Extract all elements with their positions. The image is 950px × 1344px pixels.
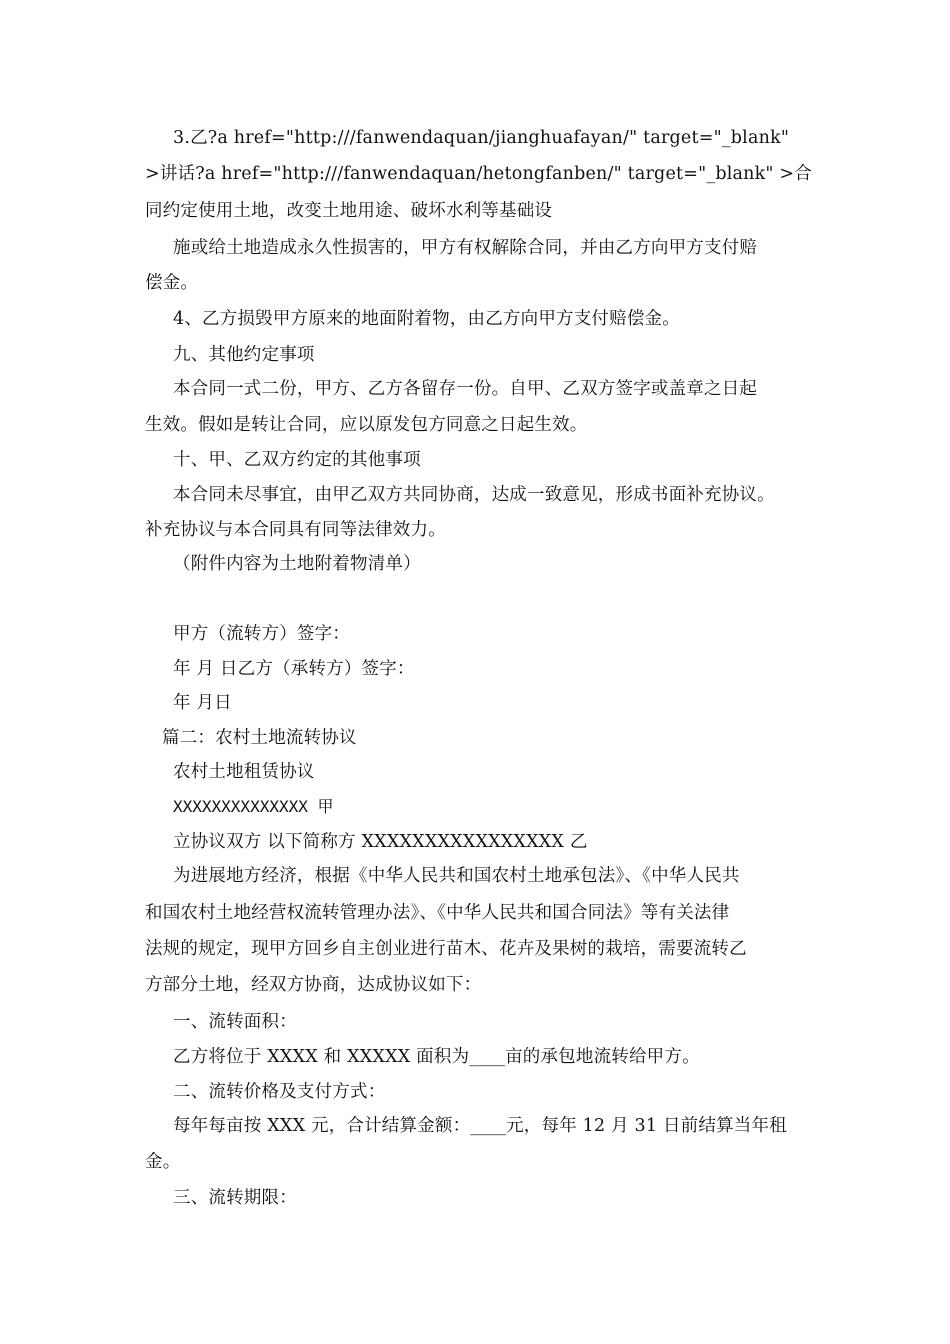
text-line: 每年每亩按 XXX 元，合计结算金额：____元，每年 12 月 31 日前结算当年租: [173, 1116, 787, 1136]
section-heading-3: 三、流转期限：: [173, 1188, 297, 1208]
chapter-heading: 篇二：农村土地流转协议: [162, 728, 357, 748]
text-line: 生效。假如是转让合同，应以原发包方同意之日起生效。: [145, 415, 588, 435]
text-line: [173, 126, 789, 150]
text-line: 金。: [145, 1152, 181, 1172]
text-line: 偿金。: [145, 273, 199, 293]
text-line: 本合同未尽事宜，由甲乙双方共同协商，达成一致意见，形成书面补充协议。: [173, 485, 775, 505]
clause-3-link-text: >讲话?a href="http:///fanwendaquan/hetongfanben/" target="_blank" >合: [145, 164, 812, 184]
section-heading-9: 九、其他约定事项: [173, 345, 315, 365]
clause-4: 4、乙方损毁甲方原来的地面附着物，由乙方向甲方支付赔偿金。: [173, 309, 680, 329]
text-line: 为进展地方经济，根据《中华人民共和国农村土地承包法》、《中华人民共: [173, 866, 740, 886]
party-a-signature: 甲方（流转方）签字：: [173, 624, 350, 644]
section-heading-2: 二、流转价格及支付方式：: [173, 1082, 386, 1102]
text-line: [145, 162, 812, 186]
parties-line: 立协议双方 以下简称方 XXXXXXXXXXXXXXXX 乙: [173, 832, 588, 852]
agreement-title: 农村土地租赁协议: [173, 762, 315, 782]
text-line: 乙方将位于 XXXX 和 XXXXX 面积为____亩的承包地流转给甲方。: [173, 1047, 700, 1067]
section-heading-1: 一、流转面积：: [173, 1012, 297, 1032]
text-line: 法规的规定，现甲方回乡自主创业进行苗木、花卉及果树的栽培，需要流转乙: [145, 939, 747, 959]
party-b-signature: 年 月 日乙方（承转方）签字：: [173, 659, 415, 679]
text-line: 和国农村土地经营权流转管理办法》、《中华人民共和国合同法》等有关法律: [145, 903, 730, 923]
text-line: 同约定使用土地，改变土地用途、破坏水利等基础设: [145, 201, 553, 221]
text-line: 补充协议与本合同具有同等法律效力。: [145, 520, 446, 540]
party-a-placeholder: XXXXXXXXXXXXXX 甲: [173, 797, 334, 816]
text-line: 施或给土地造成永久性损害的，甲方有权解除合同，并由乙方向甲方支付赔: [173, 238, 758, 258]
section-heading-10: 十、甲、乙双方约定的其他事项: [173, 450, 421, 470]
attachment-note: （附件内容为土地附着物清单）: [173, 554, 421, 574]
date-line: 年 月日: [173, 693, 232, 713]
text-line: 方部分土地，经双方协商，达成协议如下：: [145, 975, 482, 995]
text-line: 本合同一式二份，甲方、乙方各留存一份。自甲、乙双方签字或盖章之日起: [173, 379, 758, 399]
clause-3-start: 3.乙?a href="http:///fanwendaquan/jianghuafayan/" target="_blank": [173, 128, 790, 148]
